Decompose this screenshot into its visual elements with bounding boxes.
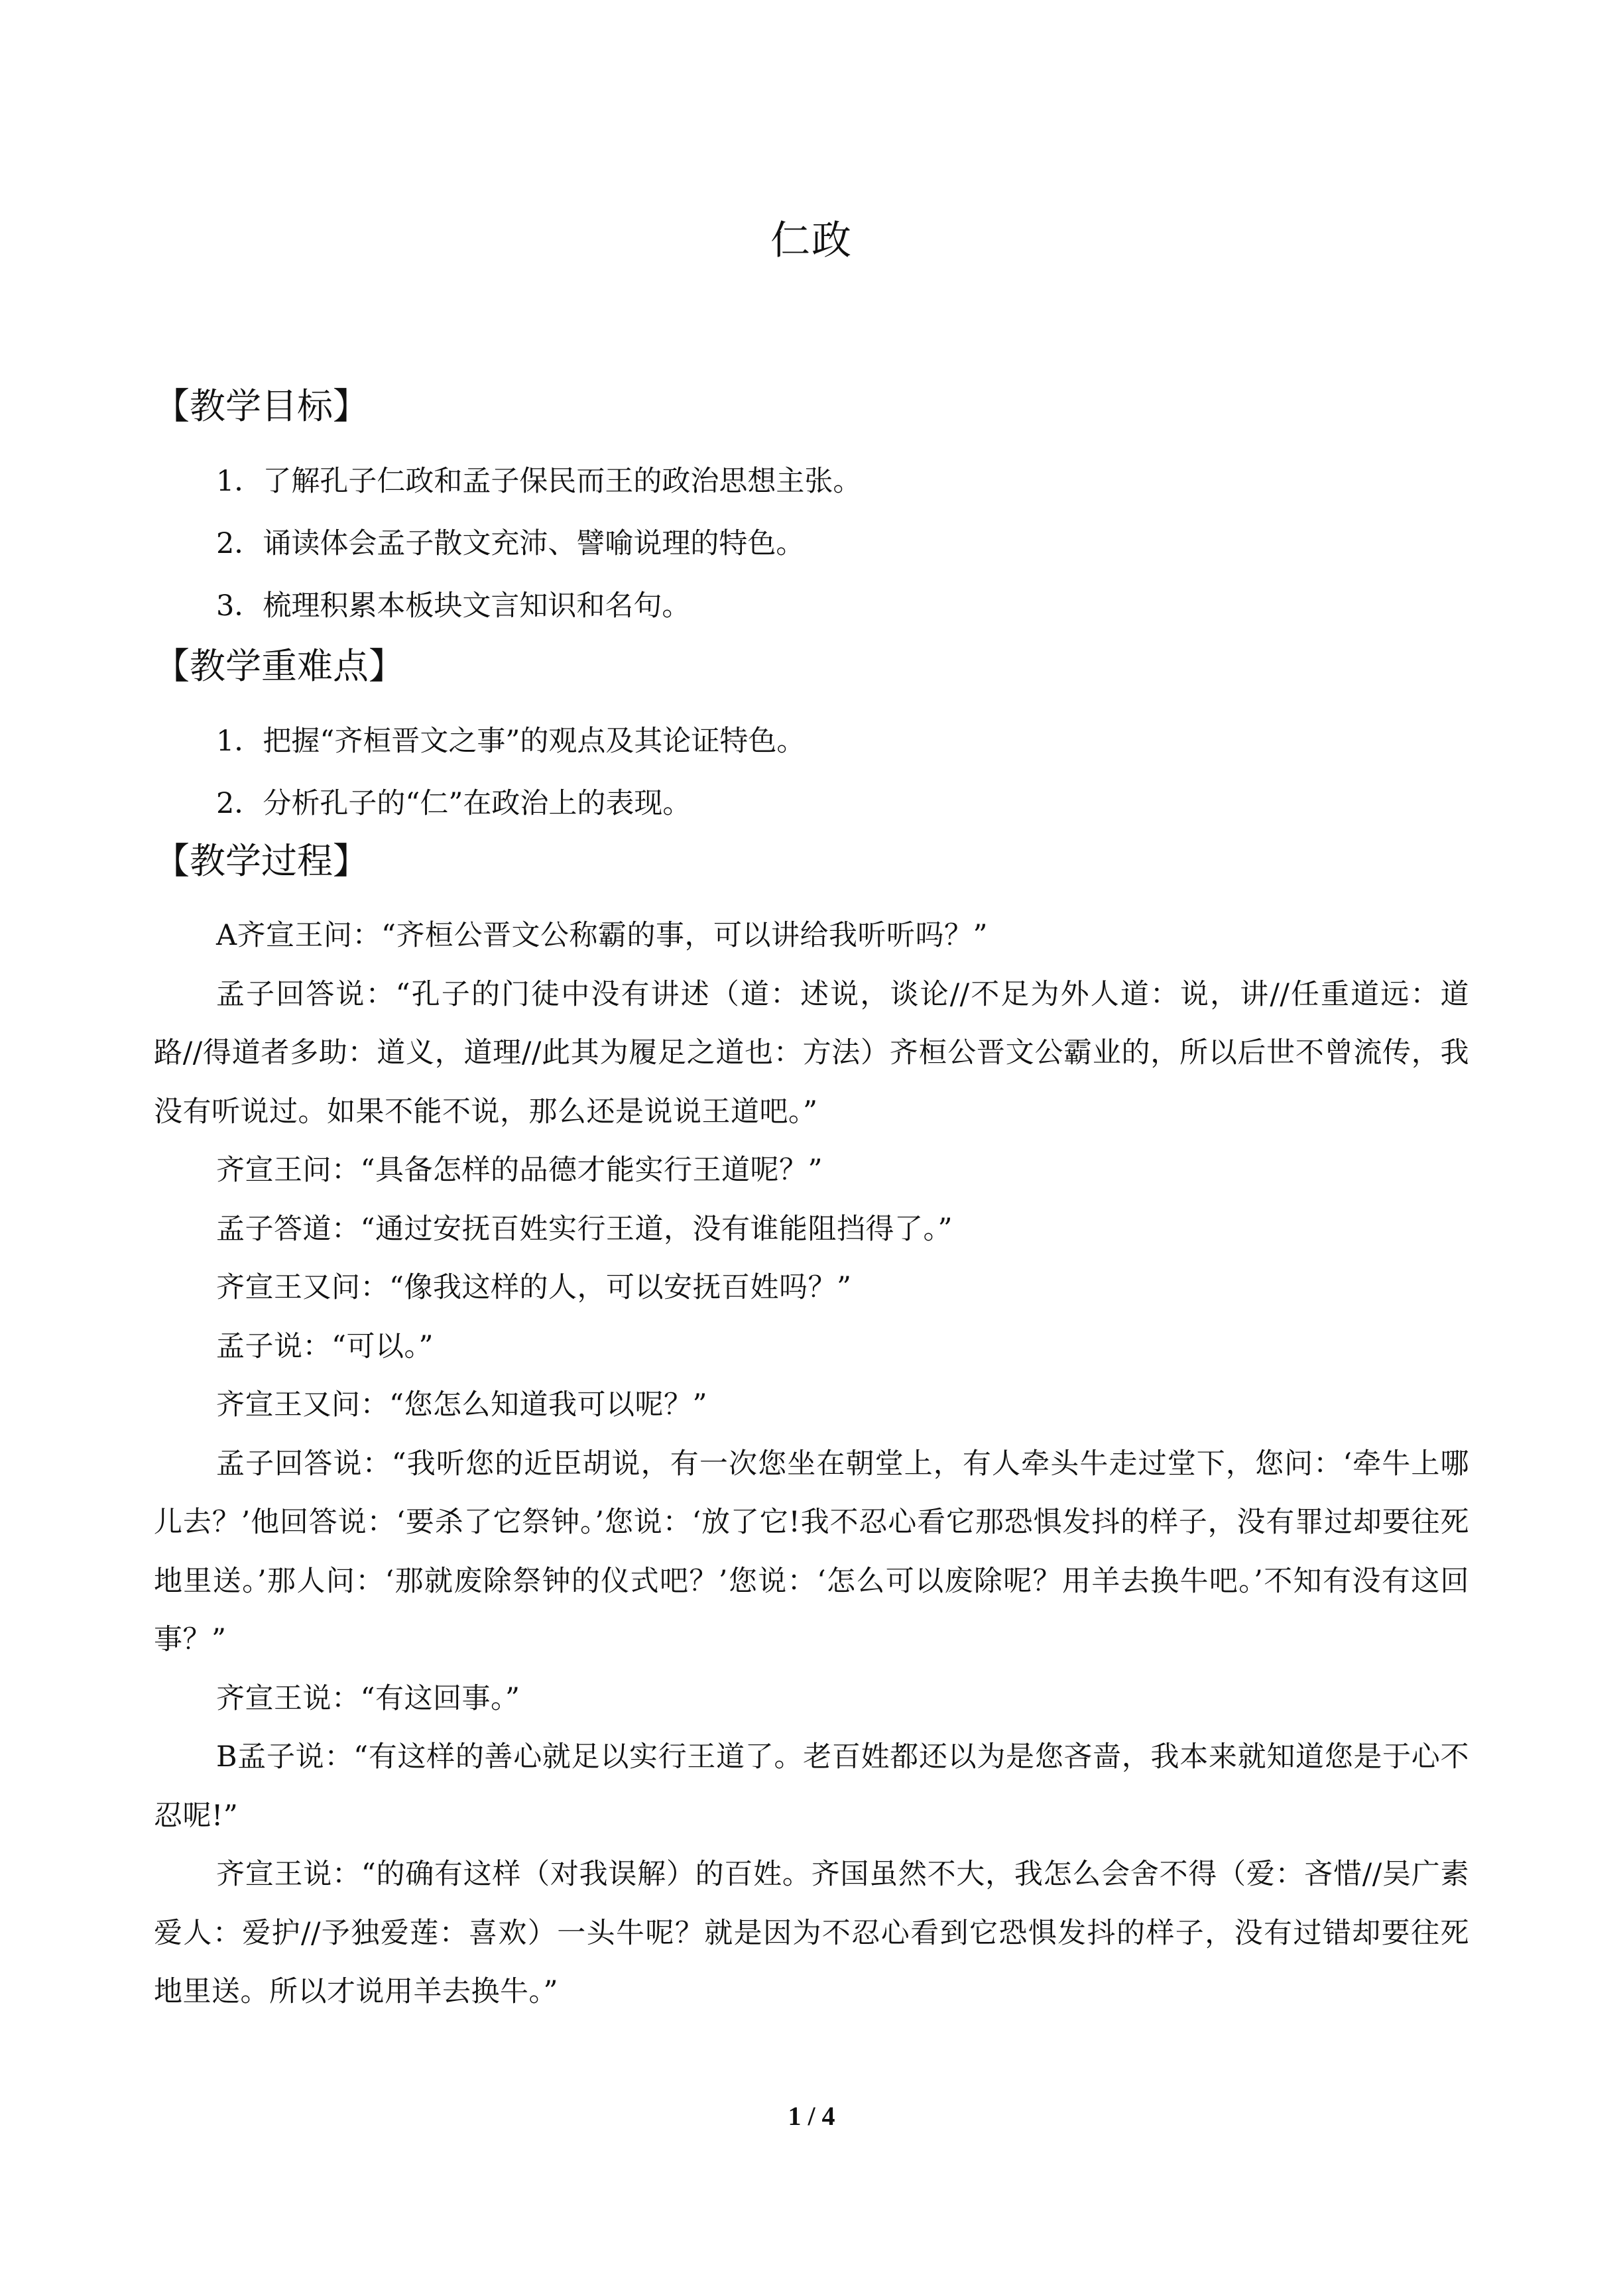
section-heading: 【教学过程】 — [154, 840, 369, 882]
paragraph: 齐宣王说：“有这回事。” — [216, 1681, 520, 1715]
section-heading: 【教学目标】 — [154, 385, 369, 427]
paragraph: 孟子回答说：“我听您的近臣胡说，有一次您坐在朝堂上，有人牵头牛走过堂下，您问：‘牵牛上哪儿去？’他回答说：‘要杀了它祭钟。’您说：‘放了它!我不忍心看它那恐惧发抖的样子，没有罪过却要往死地里送。’那人问：‘那就废除祭钟的仪式吧？’您说：‘怎么可以废除呢？用羊去换牛吧。’不知有没有这回事？” — [154, 1447, 1469, 1656]
paragraph: 孟子回答说：“孔子的门徒中没有讲述（道：述说，谈论//不足为外人道：说，讲//任重道远：道路//得道者多助：道义，道理//此其为履足之道也：方法）齐桓公晋文公霸业的，所以后世不曾流传，我没有听说过。如果不能不说，那么还是说说王道吧。” — [154, 977, 1469, 1128]
paragraph: 孟子答道：“通过安抚百姓实行王道，没有谁能阻挡得了。” — [216, 1212, 953, 1246]
list-item: 1．把握“齐桓晋文之事”的观点及其论证特色。 — [216, 725, 806, 758]
paragraph: 孟子说：“可以。” — [216, 1329, 434, 1363]
document-body — [154, 381, 1469, 2022]
page-number: 1 / 4 — [788, 2101, 835, 2131]
section-teaching-process — [154, 836, 1469, 2022]
list-item: 2．诵读体会孟子散文充沛、譬喻说理的特色。 — [216, 527, 805, 560]
list-item: 2．分析孔子的“仁”在政治上的表现。 — [216, 787, 691, 820]
section-teaching-goals — [154, 381, 1469, 637]
paragraph: 齐宣王问：“具备怎样的品德才能实行王道呢？” — [216, 1154, 823, 1187]
document-title: 仁政 — [770, 217, 853, 264]
paragraph: 齐宣王又问：“像我这样的人，可以安抚百姓吗？” — [216, 1271, 852, 1304]
paragraph: A齐宣王问：“齐桓公晋文公称霸的事，可以讲给我听听吗？” — [216, 919, 989, 952]
paragraph: 齐宣王说：“的确有这样（对我误解）的百姓。齐国虽然不大，我怎么会舍不得（爱：吝惜//吴广素爱人：爱护//予独爱莲：喜欢）一头牛呢？就是因为不忍心看到它恐惧发抖的样子，没有过错却要往死地里送。所以才说用羊去换牛。” — [154, 1858, 1469, 2008]
list-item: 1．了解孔子仁政和孟子保民而王的政治思想主张。 — [216, 465, 862, 498]
paragraph: 齐宣王又问：“您怎么知道我可以呢？” — [216, 1388, 707, 1421]
section-key-difficulties — [154, 641, 1469, 835]
paragraph: B孟子说：“有这样的善心就足以实行王道了。老百姓都还以为是您吝啬，我本来就知道您是于心不忍呢!” — [154, 1740, 1469, 1833]
section-heading: 【教学重难点】 — [154, 645, 404, 687]
list-item: 3．梳理积累本板块文言知识和名句。 — [216, 589, 691, 623]
